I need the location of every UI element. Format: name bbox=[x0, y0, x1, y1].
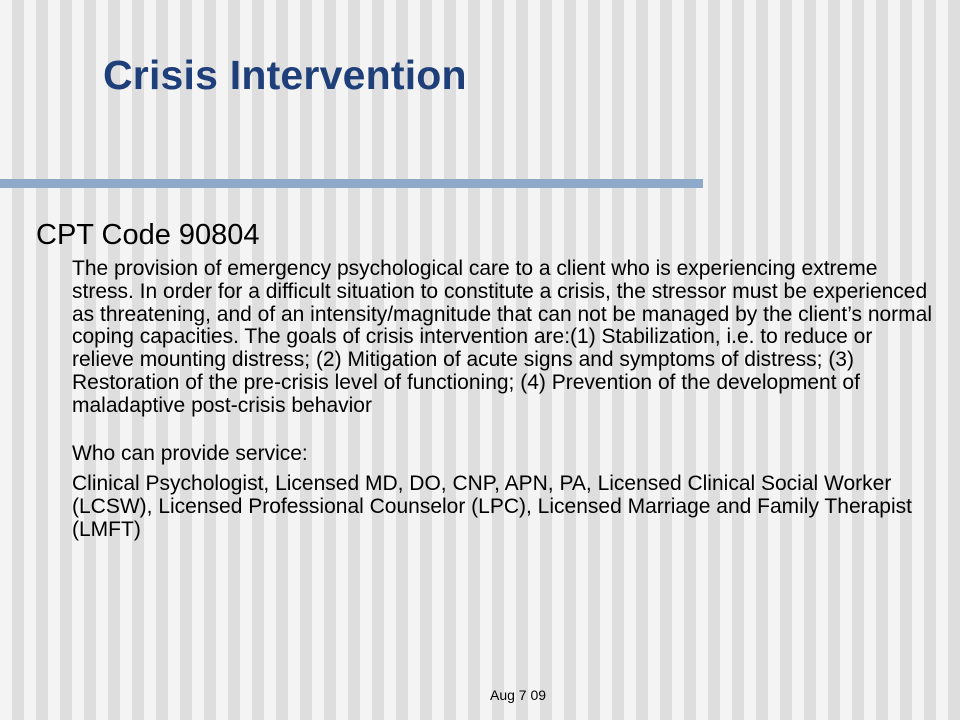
title-divider bbox=[0, 179, 703, 188]
content-block bbox=[72, 258, 934, 542]
slide-title: Crisis Intervention bbox=[103, 52, 467, 98]
description-paragraph: The provision of emergency psychological care to a client who is experiencing extreme stress. In order for a difficult situation to constitute a crisis, the stressor must be experienced as threatening, and of an intensity/magnitude that can not be managed by the client’s normal coping capacities. The goals of crisis intervention are:(1) Stabilization, i.e. to reduce or relieve mounting distress; (2) Mitigation of acute signs and symptoms of distress; (3) Restoration of the pre-crisis level of functioning; (4) Prevention of the development of maladaptive post-crisis behavior bbox=[72, 257, 933, 417]
spacer bbox=[72, 418, 934, 443]
providers-label: Who can provide service: bbox=[72, 441, 308, 465]
footer-date: Aug 7 09 bbox=[490, 687, 547, 703]
providers-list: Clinical Psychologist, Licensed MD, DO, CNP, APN, PA, Licensed Clinical Social Worker (LCSW), Licensed Professional Counselor (LPC), Licensed Marriage and Family Therapist (LMFT) bbox=[72, 472, 912, 541]
cpt-code-heading: CPT Code 90804 bbox=[36, 219, 260, 251]
slide-body bbox=[36, 218, 936, 542]
